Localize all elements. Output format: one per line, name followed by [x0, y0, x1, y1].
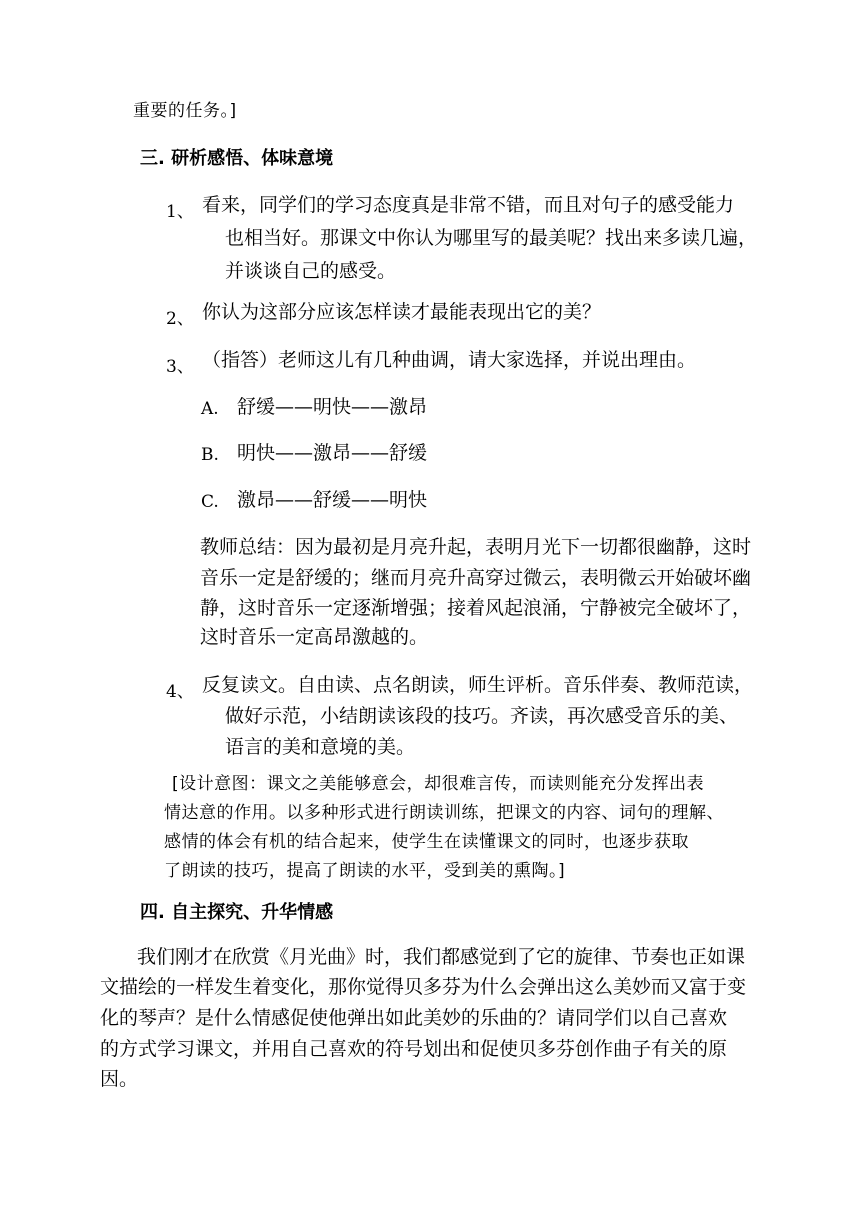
design-line4: 了朗读的技巧，提高了朗读的水平，受到美的熏陶。] [164, 861, 566, 881]
option-b-text: 明快——激昂——舒缓 [237, 442, 428, 464]
summary-line1: 教师总结：因为最初是月亮升起，表明月光下一切都很幽静，这时 [200, 536, 752, 558]
section4-line1: 我们刚才在欣赏《月光曲》时，我们都感觉到了它的旋律、节奏也正如课 [137, 946, 746, 968]
item1-number: 1、 [166, 202, 194, 222]
section4-line4: 的方式学习课文，并用自己喜欢的符号划出和促使贝多芬创作曲子有关的原 [100, 1038, 728, 1060]
section4-line3: 化的琴声？是什么情感促使他弹出如此美妙的乐曲的？请同学们以自己喜欢 [100, 1007, 728, 1029]
top-note: 重要的任务。] [133, 101, 237, 121]
design-line1: [设计意图：课文之美能够意会，却很难言传，而读则能充分发挥出表 [172, 774, 705, 794]
item1-line1: 看来，同学们的学习态度真是非常不错，而且对句子的感受能力 [202, 194, 735, 216]
option-a-text: 舒缓——明快——激昂 [237, 396, 428, 418]
item3-line1: （指答）老师这儿有几种曲调，请大家选择，并说出理由。 [202, 349, 697, 371]
item3-number: 3、 [166, 357, 194, 377]
item2-line1: 你认为这部分应该怎样读才最能表现出它的美？ [202, 301, 602, 323]
summary-line2: 音乐一定是舒缓的；继而月亮升高穿过微云，表明微云开始破坏幽 [200, 567, 752, 589]
item2-number: 2、 [166, 309, 194, 329]
section4-heading: 四. 自主探究、升华情感 [140, 902, 334, 923]
item4-line3: 语言的美和意境的美。 [225, 736, 416, 758]
item4-number: 4、 [166, 682, 194, 702]
design-line3: 感情的体会有机的结合起来，使学生在读懂课文的同时，也逐步获取 [164, 832, 689, 852]
summary-line4: 这时音乐一定高昂激越的。 [200, 626, 429, 648]
option-b-letter: B. [201, 445, 219, 465]
section4-line2: 文描绘的一样发生着变化，那你觉得贝多芬为什么会弹出这么美妙而又富于变 [100, 976, 747, 998]
item1-line2: 也相当好。那课文中你认为哪里写的最美呢？找出来多读几遍， [225, 227, 758, 249]
option-c-text: 激昂——舒缓——明快 [237, 489, 428, 511]
option-a-letter: A. [201, 399, 219, 419]
option-c-letter: C. [201, 492, 219, 512]
section3-heading: 三. 研析感悟、体味意境 [140, 148, 334, 169]
design-line2: 情达意的作用。以多种形式进行朗读训练，把课文的内容、词句的理解、 [164, 803, 724, 823]
item4-line1: 反复读文。自由读、点名朗读，师生评析。音乐伴奏、教师范读， [202, 674, 754, 696]
item4-line2: 做好示范，小结朗读该段的技巧。齐读，再次感受音乐的美、 [225, 705, 739, 727]
item1-line3: 并谈谈自己的感受。 [225, 260, 397, 282]
summary-line3: 静，这时音乐一定逐渐增强；接着风起浪涌，宁静被完全破坏了， [200, 597, 752, 619]
section4-line5: 因。 [100, 1068, 139, 1090]
